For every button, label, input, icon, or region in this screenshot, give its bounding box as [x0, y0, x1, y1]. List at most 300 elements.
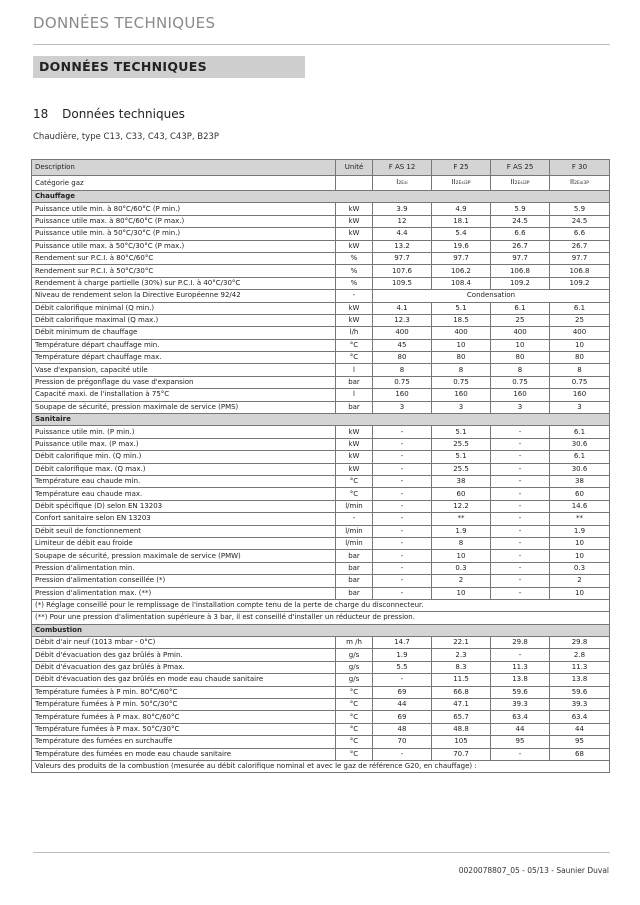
table-row — [32, 463, 610, 475]
table-cell: - — [373, 500, 432, 512]
table-cell: - — [491, 748, 550, 760]
table-row — [32, 637, 610, 649]
table-cell: - — [491, 649, 550, 661]
table-cell: 14.6 — [550, 500, 610, 512]
row-unit: bar — [336, 562, 373, 574]
row-label: Température des fumées en surchauffe — [32, 736, 336, 748]
row-unit: % — [336, 252, 373, 264]
row-label: Débit d'évacuation des gaz brûlés à Pmax. — [32, 661, 336, 673]
section-title: Sanitaire — [32, 414, 610, 426]
table-row — [32, 290, 610, 302]
table-cell: 106.8 — [491, 265, 550, 277]
table-cell: 95 — [550, 736, 610, 748]
row-unit: kW — [336, 451, 373, 463]
table-row — [32, 711, 610, 723]
row-unit: m /h — [336, 637, 373, 649]
row-label: Puissance utile max. à 80°C/60°C (P max.) — [32, 215, 336, 227]
table-cell: 12 — [373, 215, 432, 227]
gas-category-sub: 2Esi — [398, 181, 408, 186]
table-row — [32, 674, 610, 686]
table-cell: - — [491, 426, 550, 438]
gas-category-sub: 2Esi3P — [514, 181, 530, 186]
table-row — [32, 215, 610, 227]
row-unit: bar — [336, 401, 373, 413]
table-cell: 38 — [432, 475, 491, 487]
table-cell: 70.7 — [432, 748, 491, 760]
table-cell: 0.75 — [373, 376, 432, 388]
row-unit: °C — [336, 711, 373, 723]
table-cell: ** — [432, 513, 491, 525]
table-cell: - — [373, 748, 432, 760]
table-cell: 2.3 — [432, 649, 491, 661]
table-cell — [550, 176, 610, 191]
table-cell: 18.1 — [432, 215, 491, 227]
table-cell: 1.9 — [550, 525, 610, 537]
row-label: Confort sanitaire selon EN 13203 — [32, 513, 336, 525]
table-row — [32, 661, 610, 673]
table-cell: 5.1 — [432, 451, 491, 463]
table-row — [32, 550, 610, 562]
section-row — [32, 624, 610, 636]
table-cell: 22.1 — [432, 637, 491, 649]
table-cell: 60 — [432, 488, 491, 500]
table-cell: 12.2 — [432, 500, 491, 512]
table-cell: 8.3 — [432, 661, 491, 673]
table-cell: 400 — [491, 327, 550, 339]
table-cell: 18.5 — [432, 314, 491, 326]
table-cell: 63.4 — [550, 711, 610, 723]
row-label: Débit minimum de chauffage — [32, 327, 336, 339]
table-cell: 80 — [432, 352, 491, 364]
table-cell: - — [373, 575, 432, 587]
table-cell: - — [373, 426, 432, 438]
table-cell: 8 — [432, 364, 491, 376]
column-header: Description — [32, 160, 336, 176]
table-row — [32, 575, 610, 587]
gas-category-row — [32, 176, 610, 191]
table-cell: 5.1 — [432, 302, 491, 314]
table-cell: 160 — [550, 389, 610, 401]
table-cell: 160 — [491, 389, 550, 401]
section-row — [32, 191, 610, 203]
merged-value-cell: Condensation — [373, 290, 610, 302]
table-cell: 26.7 — [550, 240, 610, 252]
table-cell: 160 — [373, 389, 432, 401]
table-cell: 5.9 — [491, 203, 550, 215]
table-cell: 26.7 — [491, 240, 550, 252]
running-header: DONNÉES TECHNIQUES — [33, 14, 216, 32]
table-cell: 10 — [550, 587, 610, 599]
table-cell: - — [491, 550, 550, 562]
table-cell: 2 — [432, 575, 491, 587]
row-unit: kW — [336, 438, 373, 450]
column-header: F AS 12 — [373, 160, 432, 176]
table-cell: - — [491, 562, 550, 574]
row-label: Pression d'alimentation conseillée (*) — [32, 575, 336, 587]
row-unit: °C — [336, 723, 373, 735]
table-cell: 13.8 — [491, 674, 550, 686]
table-cell: 59.6 — [491, 686, 550, 698]
table-cell: 48 — [373, 723, 432, 735]
table-row — [32, 401, 610, 413]
table-cell: - — [373, 537, 432, 549]
table-cell: 3 — [373, 401, 432, 413]
row-label: Rendement sur P.C.I. à 50°C/30°C — [32, 265, 336, 277]
table-cell: 4.1 — [373, 302, 432, 314]
footer-reference: 0020078807_05 - 05/13 - Saunier Duval — [458, 866, 609, 875]
table-cell: - — [373, 488, 432, 500]
table-cell: 25.5 — [432, 463, 491, 475]
row-unit: bar — [336, 575, 373, 587]
table-row — [32, 723, 610, 735]
table-cell: 10 — [491, 339, 550, 351]
table-cell: 12.3 — [373, 314, 432, 326]
table-note: (*) Réglage conseillé pour le remplissage de l'installation compte tenu de la perte de charge du disconnecteur. — [32, 599, 610, 611]
table-row — [32, 748, 610, 760]
table-cell: 19.6 — [432, 240, 491, 252]
table-cell: 0.75 — [550, 376, 610, 388]
table-cell: 2 — [550, 575, 610, 587]
table-row — [32, 265, 610, 277]
row-label: Puissance utile min. à 80°C/60°C (P min.) — [32, 203, 336, 215]
table-cell: - — [373, 674, 432, 686]
table-row — [32, 525, 610, 537]
row-unit: - — [336, 513, 373, 525]
note-row — [32, 760, 610, 772]
row-unit: % — [336, 265, 373, 277]
row-unit: kW — [336, 426, 373, 438]
table-cell: - — [491, 587, 550, 599]
table-cell: 11.3 — [491, 661, 550, 673]
table-cell: 5.4 — [432, 228, 491, 240]
table-cell: 69 — [373, 711, 432, 723]
row-unit: l/min — [336, 525, 373, 537]
table-cell: 44 — [491, 723, 550, 735]
row-label: Débit calorifique maximal (Q max.) — [32, 314, 336, 326]
table-cell: - — [373, 550, 432, 562]
table-cell: - — [373, 463, 432, 475]
table-note: (**) Pour une pression d'alimentation supérieure à 3 bar, il est conseillé d'installer un réducteur de pression. — [32, 612, 610, 624]
table-cell: 65.7 — [432, 711, 491, 723]
table-cell: 11.3 — [550, 661, 610, 673]
row-label: Puissance utile max. (P max.) — [32, 438, 336, 450]
table-cell: 6.6 — [550, 228, 610, 240]
table-row — [32, 364, 610, 376]
table-cell: 14.7 — [373, 637, 432, 649]
section-banner: DONNÉES TECHNIQUES — [33, 56, 305, 78]
table-row — [32, 389, 610, 401]
table-row — [32, 562, 610, 574]
table-cell: - — [373, 475, 432, 487]
table-cell: 109.2 — [550, 277, 610, 289]
table-cell: - — [373, 525, 432, 537]
gas-category-main: I — [396, 178, 399, 186]
row-unit: l/h — [336, 327, 373, 339]
table-cell: 59.6 — [550, 686, 610, 698]
row-unit: g/s — [336, 674, 373, 686]
row-unit: °C — [336, 488, 373, 500]
table-cell: - — [373, 451, 432, 463]
table-row — [32, 277, 610, 289]
table-cell: - — [491, 475, 550, 487]
row-label: Pression d'alimentation max. (**) — [32, 587, 336, 599]
row-unit: bar — [336, 376, 373, 388]
table-row — [32, 352, 610, 364]
row-label: Débit spécifique (D) selon EN 13203 — [32, 500, 336, 512]
table-cell: 97.7 — [432, 252, 491, 264]
row-label: Débit d'évacuation des gaz brûlés en mode eau chaude sanitaire — [32, 674, 336, 686]
table-cell: 13.2 — [373, 240, 432, 252]
row-label: Température fumées à P min. 80°C/60°C — [32, 686, 336, 698]
table-cell: 3.9 — [373, 203, 432, 215]
table-cell: 1.9 — [432, 525, 491, 537]
table-cell: 400 — [550, 327, 610, 339]
table-cell: 106.2 — [432, 265, 491, 277]
table-cell: 109.2 — [491, 277, 550, 289]
note-row — [32, 599, 610, 611]
table-row — [32, 451, 610, 463]
table-cell: 80 — [373, 352, 432, 364]
row-label: Débit seuil de fonctionnement — [32, 525, 336, 537]
table-cell: 47.1 — [432, 699, 491, 711]
table-cell: 6.1 — [550, 451, 610, 463]
table-cell: 70 — [373, 736, 432, 748]
note-row — [32, 612, 610, 624]
row-label: Température fumées à P min. 50°C/30°C — [32, 699, 336, 711]
table-cell: 0.3 — [550, 562, 610, 574]
table-cell: 80 — [550, 352, 610, 364]
gas-category-sub: 2Esi3P — [574, 181, 590, 186]
row-label: Température eau chaude min. — [32, 475, 336, 487]
chapter-title — [33, 107, 185, 121]
table-cell: 39.3 — [491, 699, 550, 711]
row-label: Capacité maxi. de l'installation à 75°C — [32, 389, 336, 401]
row-unit: bar — [336, 587, 373, 599]
table-cell: 400 — [373, 327, 432, 339]
table-cell: 3 — [550, 401, 610, 413]
row-unit: kW — [336, 463, 373, 475]
table-row — [32, 488, 610, 500]
table-row — [32, 314, 610, 326]
column-header: F 25 — [432, 160, 491, 176]
row-label: Débit calorifique min. (Q min.) — [32, 451, 336, 463]
row-label: Température des fumées en mode eau chaude sanitaire — [32, 748, 336, 760]
table-cell: 8 — [432, 537, 491, 549]
table-cell: 160 — [432, 389, 491, 401]
table-row — [32, 686, 610, 698]
table-cell: 25 — [491, 314, 550, 326]
footer-divider — [33, 852, 610, 853]
row-unit: °C — [336, 748, 373, 760]
table-row — [32, 240, 610, 252]
table-cell: 106.8 — [550, 265, 610, 277]
table-cell: 4.9 — [432, 203, 491, 215]
chapter-number: 18 — [33, 107, 49, 121]
section-title: Combustion — [32, 624, 610, 636]
row-unit: g/s — [336, 661, 373, 673]
table-cell: 10 — [550, 537, 610, 549]
table-row — [32, 302, 610, 314]
gas-category-main: II — [569, 178, 575, 186]
table-cell: 44 — [373, 699, 432, 711]
row-unit: l — [336, 364, 373, 376]
table-cell: 39.3 — [550, 699, 610, 711]
table-cell: 5.9 — [550, 203, 610, 215]
table-cell: 24.5 — [491, 215, 550, 227]
table-row — [32, 513, 610, 525]
table-cell: - — [491, 463, 550, 475]
table-cell: 97.7 — [491, 252, 550, 264]
table-cell: - — [491, 537, 550, 549]
table-row — [32, 252, 610, 264]
table-cell: 97.7 — [550, 252, 610, 264]
table-cell: - — [373, 438, 432, 450]
table-row — [32, 339, 610, 351]
table-cell: 97.7 — [373, 252, 432, 264]
header-divider — [33, 44, 610, 45]
row-unit: kW — [336, 203, 373, 215]
row-label: Soupape de sécurité, pression maximale de service (PMW) — [32, 550, 336, 562]
row-label: Température départ chauffage max. — [32, 352, 336, 364]
table-cell: 11.5 — [432, 674, 491, 686]
table-cell: 6.1 — [550, 302, 610, 314]
table-cell: 108.4 — [432, 277, 491, 289]
row-unit: kW — [336, 215, 373, 227]
gas-category-main: II — [451, 178, 456, 186]
table-cell: 6.1 — [550, 426, 610, 438]
chapter-heading: Données techniques — [62, 107, 185, 121]
row-label: Température fumées à P max. 80°C/60°C — [32, 711, 336, 723]
table-cell — [432, 176, 491, 191]
table-cell: 3 — [432, 401, 491, 413]
table-cell: - — [491, 500, 550, 512]
row-unit: l/min — [336, 537, 373, 549]
row-label: Débit calorifique minimal (Q min.) — [32, 302, 336, 314]
row-label: Niveau de rendement selon la Directive Européenne 92/42 — [32, 290, 336, 302]
table-cell: 60 — [550, 488, 610, 500]
table-row — [32, 203, 610, 215]
table-cell: 48.8 — [432, 723, 491, 735]
row-unit: kW — [336, 240, 373, 252]
row-label: Température départ chauffage min. — [32, 339, 336, 351]
table-cell: 68 — [550, 748, 610, 760]
table-cell: - — [373, 587, 432, 599]
table-cell: 8 — [550, 364, 610, 376]
row-label: Température eau chaude max. — [32, 488, 336, 500]
column-header: Unité — [336, 160, 373, 176]
row-label: Vase d'expansion, capacité utile — [32, 364, 336, 376]
table-cell: - — [491, 451, 550, 463]
column-header: F 30 — [550, 160, 610, 176]
table-cell: 400 — [432, 327, 491, 339]
table-cell: 38 — [550, 475, 610, 487]
row-unit: - — [336, 290, 373, 302]
table-cell: 25 — [550, 314, 610, 326]
table-cell: - — [491, 488, 550, 500]
table-cell: 6.6 — [491, 228, 550, 240]
table-note: Valeurs des produits de la combustion (mesurée au débit calorifique nominal et avec le gaz de référence G20, en chauffage) : — [32, 760, 610, 772]
table-cell: 29.8 — [550, 637, 610, 649]
table-cell: 107.6 — [373, 265, 432, 277]
row-unit: °C — [336, 352, 373, 364]
table-cell: 8 — [373, 364, 432, 376]
table-cell: 63.4 — [491, 711, 550, 723]
technical-data-table — [31, 159, 610, 773]
row-unit: kW — [336, 314, 373, 326]
table-row — [32, 327, 610, 339]
table-cell: 95 — [491, 736, 550, 748]
table-cell: 45 — [373, 339, 432, 351]
table-cell: 30.6 — [550, 438, 610, 450]
table-cell: 6.1 — [491, 302, 550, 314]
row-label: Catégorie gaz — [32, 176, 336, 191]
table-row — [32, 426, 610, 438]
row-unit: °C — [336, 475, 373, 487]
table-row — [32, 537, 610, 549]
gas-category-main: II — [510, 178, 515, 186]
table-cell: 105 — [432, 736, 491, 748]
table-row — [32, 736, 610, 748]
table-cell: 2.8 — [550, 649, 610, 661]
table-cell: 29.8 — [491, 637, 550, 649]
table-cell: 25.5 — [432, 438, 491, 450]
table-cell: 66.8 — [432, 686, 491, 698]
table-cell — [491, 176, 550, 191]
row-unit: °C — [336, 686, 373, 698]
table-cell: 80 — [491, 352, 550, 364]
row-unit: °C — [336, 699, 373, 711]
table-cell: 5.1 — [432, 426, 491, 438]
table-header-row — [32, 160, 610, 176]
table-cell — [373, 176, 432, 191]
row-unit: l — [336, 389, 373, 401]
table-cell: 10 — [432, 339, 491, 351]
table-cell: 0.75 — [432, 376, 491, 388]
gas-category-sub: 2Esi3P — [455, 181, 471, 186]
table-row — [32, 475, 610, 487]
row-label: Température fumées à P max. 50°C/30°C — [32, 723, 336, 735]
row-label: Débit d'air neuf (1013 mbar - 0°C) — [32, 637, 336, 649]
row-unit: bar — [336, 550, 373, 562]
table-cell: - — [491, 513, 550, 525]
table-cell: - — [491, 525, 550, 537]
table-row — [32, 699, 610, 711]
table-cell: - — [491, 438, 550, 450]
table-cell: - — [373, 513, 432, 525]
table-row — [32, 438, 610, 450]
table-row — [32, 649, 610, 661]
table-cell: 30.6 — [550, 463, 610, 475]
row-unit: kW — [336, 228, 373, 240]
row-label: Rendement à charge partielle (30%) sur P.C.I. à 40°C/30°C — [32, 277, 336, 289]
boiler-type-caption: Chaudière, type C13, C33, C43, C43P, B23P — [33, 132, 220, 142]
row-unit: l/min — [336, 500, 373, 512]
row-unit: °C — [336, 736, 373, 748]
table-cell: 0.75 — [491, 376, 550, 388]
row-unit: °C — [336, 339, 373, 351]
table-row — [32, 376, 610, 388]
table-cell: 109.5 — [373, 277, 432, 289]
row-label: Soupape de sécurité, pression maximale de service (PMS) — [32, 401, 336, 413]
table-row — [32, 587, 610, 599]
row-unit: g/s — [336, 649, 373, 661]
table-cell: 1.9 — [373, 649, 432, 661]
row-label: Limiteur de débit eau froide — [32, 537, 336, 549]
table-cell: - — [373, 562, 432, 574]
row-unit — [336, 176, 373, 191]
row-label: Puissance utile max. à 50°C/30°C (P max.) — [32, 240, 336, 252]
row-label: Débit d'évacuation des gaz brûlés à Pmin. — [32, 649, 336, 661]
